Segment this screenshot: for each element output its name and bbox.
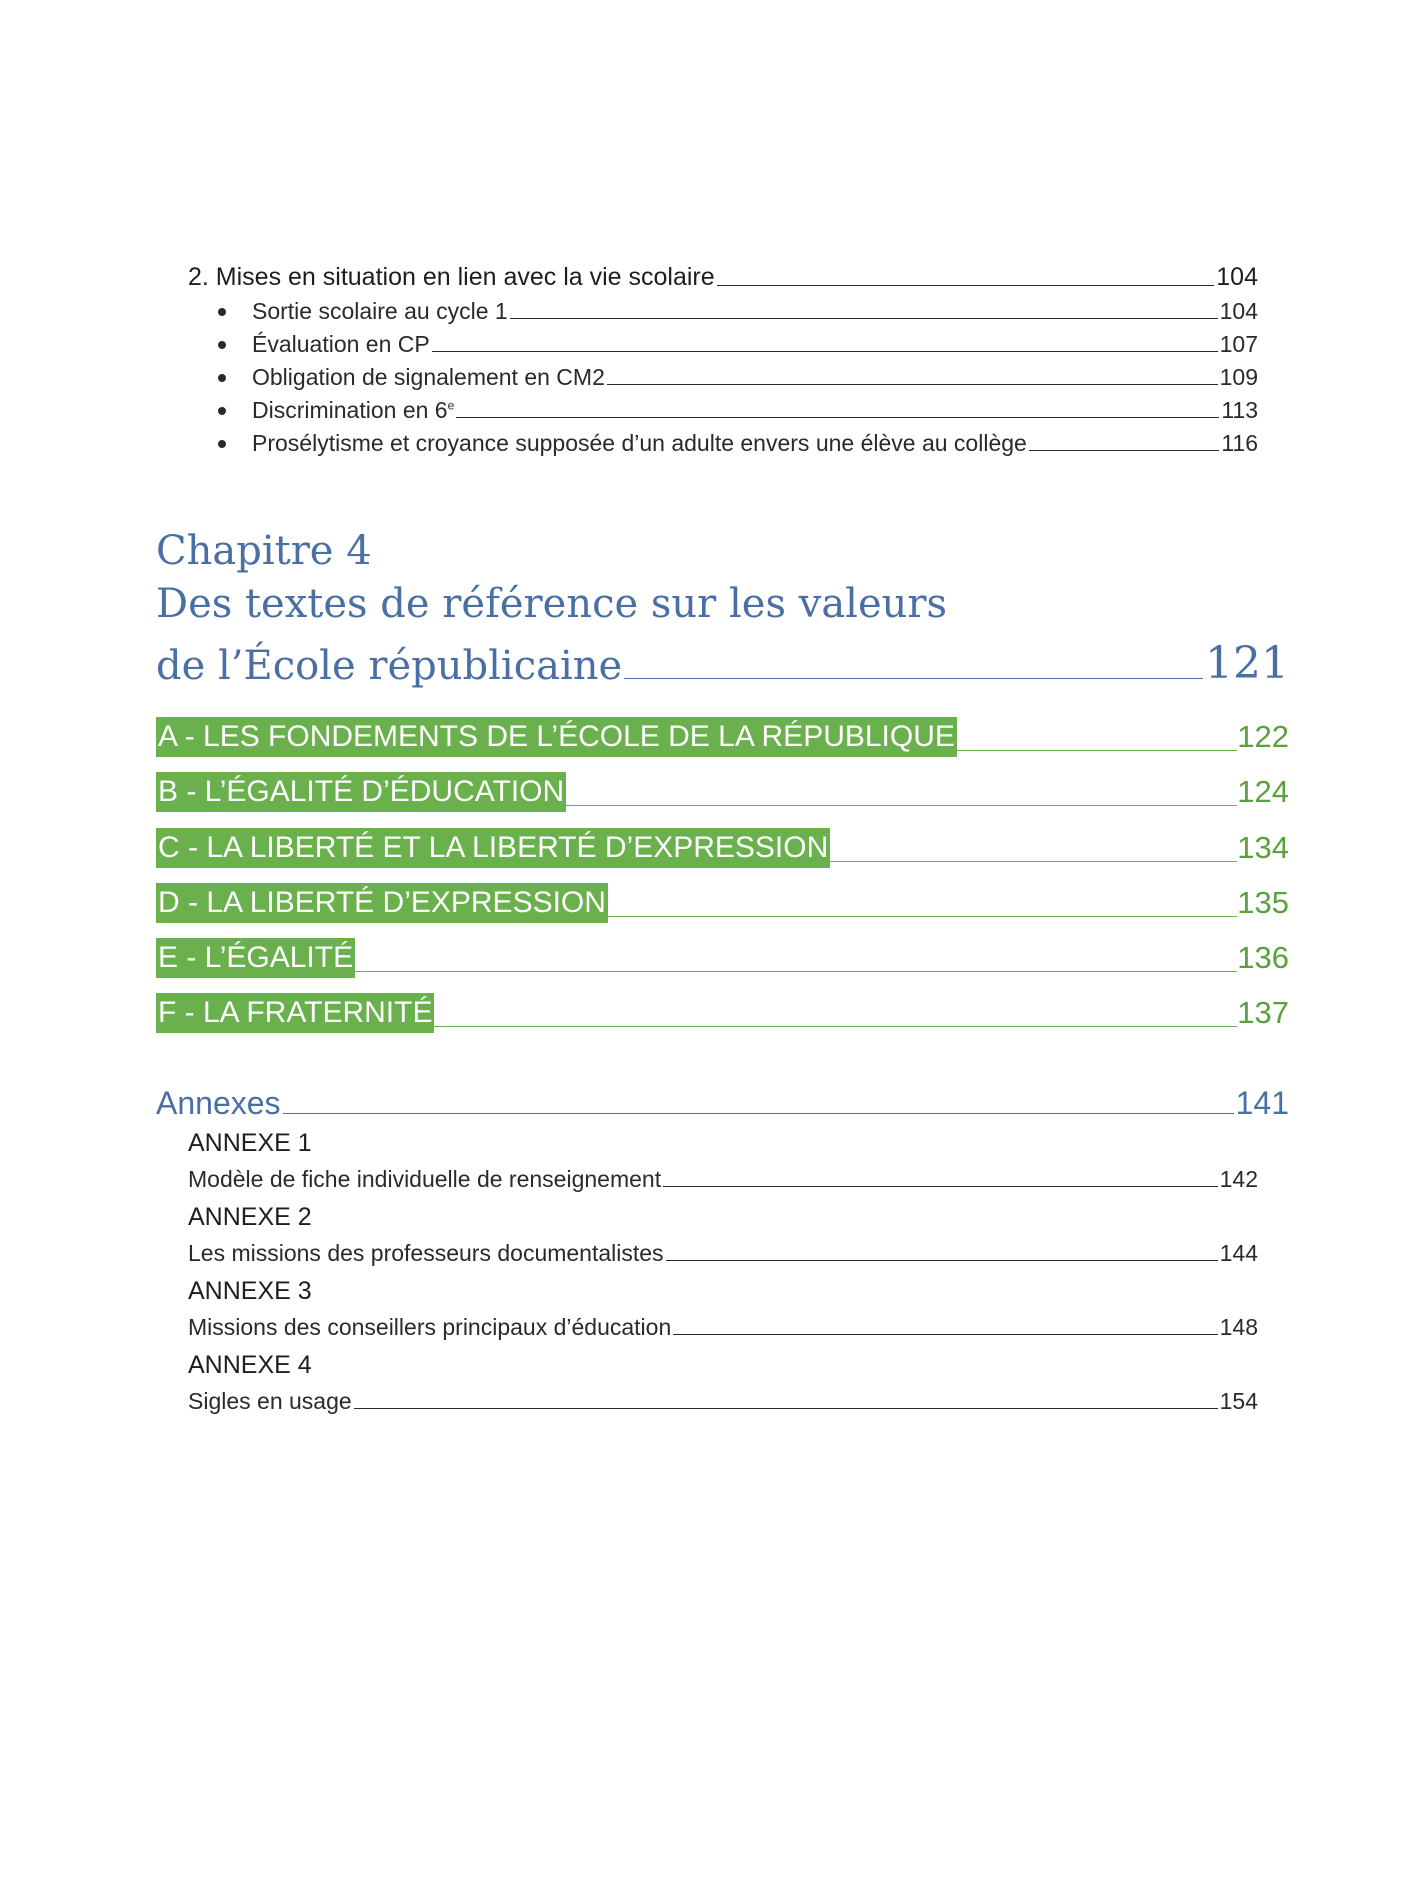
leader-line xyxy=(354,1408,1218,1409)
toc-entry-label: Modèle de fiche individuelle de renseignement xyxy=(188,1166,662,1192)
leader-line xyxy=(432,351,1218,352)
toc-entry-section-c[interactable] xyxy=(156,828,1289,868)
annex-title: ANNEXE 2 xyxy=(188,1203,312,1231)
leader-line xyxy=(663,1186,1218,1187)
leader-line xyxy=(673,1334,1217,1335)
section-label-highlight: F - LA FRATERNITÉ xyxy=(156,993,434,1033)
toc-entry-page: 135 xyxy=(1237,885,1289,920)
toc-entry-obligation-signalement[interactable] xyxy=(252,358,1258,391)
leader-line xyxy=(624,678,1203,679)
toc-entry-section-b[interactable] xyxy=(156,772,1289,812)
toc-entry-section-2[interactable] xyxy=(188,258,1258,292)
annex-title: ANNEXE 3 xyxy=(188,1277,312,1305)
section-label-highlight: D - LA LIBERTÉ D’EXPRESSION xyxy=(156,883,608,923)
toc-entry-chapter-4[interactable] xyxy=(156,631,1289,689)
toc-entry-evaluation-cp[interactable] xyxy=(252,325,1258,358)
toc-entry-page: 116 xyxy=(1221,430,1258,456)
toc-entry-label-text: Discrimination en 6 xyxy=(252,397,448,423)
toc-entry-proselytisme[interactable] xyxy=(252,424,1258,457)
toc-entry-section-f[interactable] xyxy=(156,993,1289,1033)
leader-line xyxy=(607,384,1218,385)
leader-line xyxy=(830,861,1237,862)
toc-entry-page: 144 xyxy=(1219,1240,1258,1266)
chapter-title-line-1: Des textes de référence sur les valeurs xyxy=(156,581,948,627)
leader-line xyxy=(1029,450,1220,451)
leader-line xyxy=(283,1113,1234,1114)
toc-entry-annexe-1[interactable] xyxy=(188,1161,1258,1193)
toc-entry-label: 2. Mises en situation en lien avec la vie scolaire xyxy=(188,263,715,291)
bullet-icon xyxy=(218,440,226,448)
toc-entry-page: 134 xyxy=(1237,830,1289,865)
toc-entry-annexe-3[interactable] xyxy=(188,1309,1258,1341)
toc-entry-annexe-2[interactable] xyxy=(188,1235,1258,1267)
toc-entry-label: Prosélytisme et croyance supposée d’un adulte envers une élève au collège xyxy=(252,430,1027,456)
leader-line xyxy=(355,971,1237,972)
section-label-highlight: C - LA LIBERTÉ ET LA LIBERTÉ D’EXPRESSION xyxy=(156,828,830,868)
bullet-icon xyxy=(218,341,226,349)
toc-entry-page: 109 xyxy=(1219,364,1258,390)
leader-line xyxy=(434,1026,1237,1027)
toc-entry-page: 136 xyxy=(1237,940,1289,975)
leader-line xyxy=(510,318,1218,319)
toc-entry-page: 148 xyxy=(1219,1314,1258,1340)
toc-entry-page: 104 xyxy=(1219,298,1258,324)
toc-entry-label xyxy=(252,397,454,424)
toc-entry-label: Obligation de signalement en CM2 xyxy=(252,364,605,390)
leader-line xyxy=(717,285,1215,286)
leader-line xyxy=(566,805,1237,806)
section-label-highlight: E - L’ÉGALITÉ xyxy=(156,938,355,978)
toc-entry-page: 124 xyxy=(1237,774,1289,809)
toc-entry-sortie-scolaire[interactable] xyxy=(252,292,1258,325)
leader-line xyxy=(957,750,1237,751)
toc-entry-section-d[interactable] xyxy=(156,883,1289,923)
leader-line xyxy=(456,417,1219,418)
toc-entry-page: 154 xyxy=(1219,1388,1258,1414)
annex-title: ANNEXE 4 xyxy=(188,1351,312,1379)
bullet-icon xyxy=(218,374,226,382)
toc-entry-page: 137 xyxy=(1237,995,1289,1030)
toc-entry-annexe-4[interactable] xyxy=(188,1383,1258,1415)
leader-line xyxy=(608,916,1237,917)
toc-entry-section-e[interactable] xyxy=(156,938,1289,978)
toc-entry-page: 122 xyxy=(1237,719,1289,754)
superscript: e xyxy=(447,398,455,413)
toc-entry-label: Sortie scolaire au cycle 1 xyxy=(252,298,508,324)
toc-entry-page: 121 xyxy=(1205,638,1289,689)
bullet-icon xyxy=(218,308,226,316)
toc-entry-label: Les missions des professeurs documentalistes xyxy=(188,1240,664,1266)
toc-entry-label: Évaluation en CP xyxy=(252,331,430,357)
chapter-title-line-2: de l’École républicaine xyxy=(156,643,623,689)
toc-entry-page: 104 xyxy=(1216,263,1258,291)
toc-entry-page: 107 xyxy=(1219,331,1258,357)
toc-entry-page: 113 xyxy=(1221,397,1258,423)
toc-entry-label: Missions des conseillers principaux d’éducation xyxy=(188,1314,672,1340)
toc-entry-annexes[interactable] xyxy=(156,1080,1289,1122)
section-label-highlight: B - L’ÉGALITÉ D’ÉDUCATION xyxy=(156,772,566,812)
annexes-heading: Annexes xyxy=(156,1085,281,1121)
bullet-icon xyxy=(218,407,226,415)
section-label-highlight: A - LES FONDEMENTS DE L’ÉCOLE DE LA RÉPUBLIQUE xyxy=(156,717,957,757)
chapter-number: Chapitre 4 xyxy=(156,528,372,574)
toc-entry-discrimination[interactable] xyxy=(252,391,1258,424)
annex-title: ANNEXE 1 xyxy=(188,1129,312,1157)
toc-entry-page: 141 xyxy=(1235,1085,1289,1121)
toc-entry-page: 142 xyxy=(1219,1166,1258,1192)
toc-entry-label: Sigles en usage xyxy=(188,1388,352,1414)
toc-entry-section-a[interactable] xyxy=(156,717,1289,757)
leader-line xyxy=(666,1260,1218,1261)
